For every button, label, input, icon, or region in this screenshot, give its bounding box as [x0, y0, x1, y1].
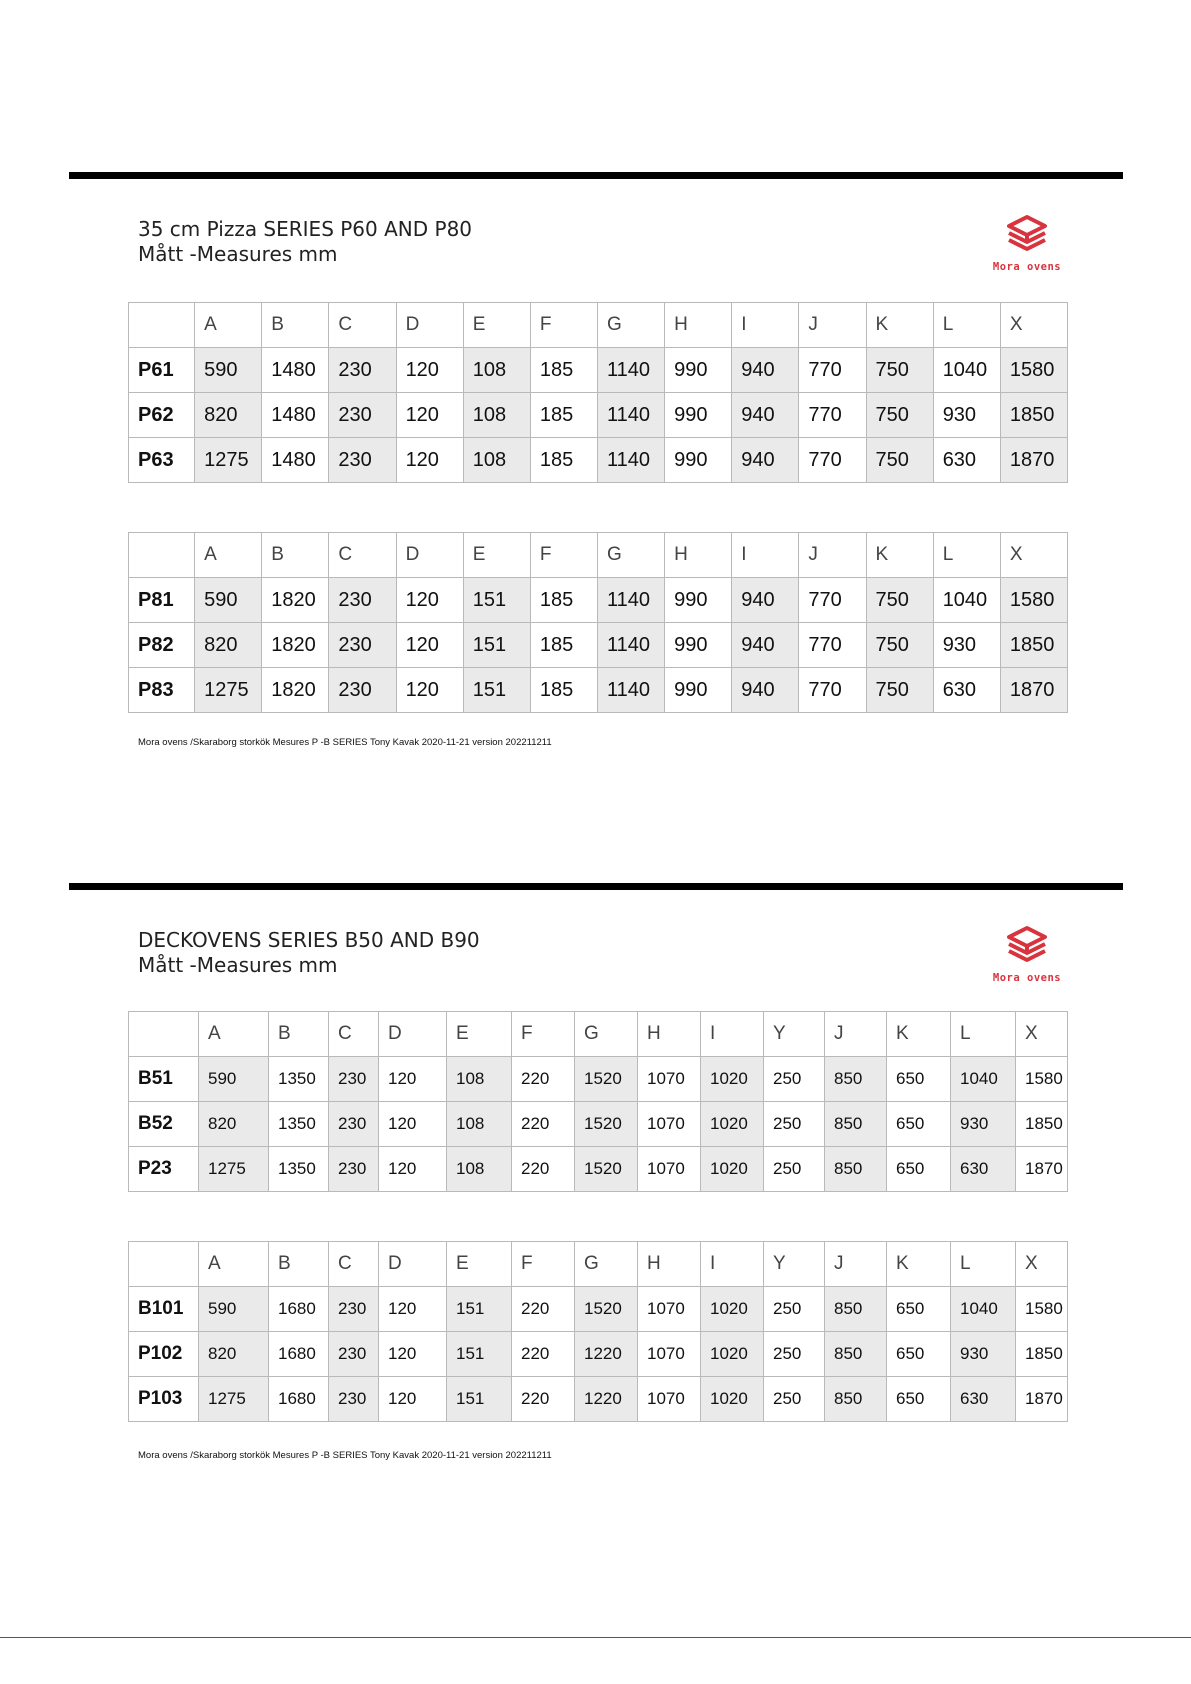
column-header-i: I [732, 533, 799, 578]
column-header-k: K [866, 303, 933, 348]
measure-cell: 1480 [262, 348, 329, 393]
measure-cell: 1820 [262, 668, 329, 713]
measure-cell: 990 [665, 668, 732, 713]
measure-cell: 1140 [597, 348, 664, 393]
row-label-b51: B51 [129, 1057, 199, 1102]
measure-cell: 630 [951, 1377, 1016, 1422]
measure-cell: 750 [866, 348, 933, 393]
measure-cell: 1040 [951, 1287, 1016, 1332]
measure-cell: 120 [396, 623, 463, 668]
column-header-a: A [199, 1012, 269, 1057]
table-row [129, 1147, 1068, 1192]
measure-cell: 120 [396, 393, 463, 438]
measure-cell: 230 [329, 348, 396, 393]
column-header-f: F [512, 1242, 575, 1287]
measure-cell: 220 [512, 1332, 575, 1377]
measure-cell: 230 [329, 438, 396, 483]
measures-table-p60 [128, 302, 1068, 483]
measure-cell: 1140 [597, 393, 664, 438]
measure-cell: 1350 [269, 1057, 329, 1102]
measure-cell: 990 [665, 578, 732, 623]
column-header-e: E [463, 303, 530, 348]
measure-cell: 940 [732, 393, 799, 438]
measure-cell: 1350 [269, 1147, 329, 1192]
measure-cell: 930 [951, 1332, 1016, 1377]
table-row [129, 578, 1068, 623]
measure-cell: 1870 [1000, 438, 1067, 483]
measure-cell: 750 [866, 438, 933, 483]
measure-cell: 1140 [597, 623, 664, 668]
table-row [129, 393, 1068, 438]
section-2-heading [138, 928, 480, 978]
measure-cell: 120 [379, 1147, 447, 1192]
measure-cell: 1520 [575, 1102, 638, 1147]
measure-cell: 1140 [597, 438, 664, 483]
column-header-i: I [701, 1242, 764, 1287]
column-header-x: X [1016, 1012, 1068, 1057]
measure-cell: 250 [764, 1287, 825, 1332]
measure-cell: 1870 [1000, 668, 1067, 713]
measure-cell: 590 [195, 348, 262, 393]
column-header-h: H [638, 1012, 701, 1057]
section-2-title: DECKOVENS SERIES B50 AND B90 [138, 928, 480, 952]
measure-cell: 1580 [1016, 1287, 1068, 1332]
section-divider-top [69, 172, 1123, 179]
measure-cell: 770 [799, 668, 866, 713]
column-header-b: B [262, 533, 329, 578]
measures-table-b90 [128, 1241, 1068, 1422]
measure-cell: 220 [512, 1377, 575, 1422]
column-header-f: F [530, 303, 597, 348]
column-header-g: G [597, 303, 664, 348]
column-header-g: G [597, 533, 664, 578]
row-label-p62: P62 [129, 393, 195, 438]
measure-cell: 1520 [575, 1287, 638, 1332]
measure-cell: 940 [732, 668, 799, 713]
measure-cell: 1680 [269, 1287, 329, 1332]
measure-cell: 185 [530, 438, 597, 483]
logo-label: Mora ovens [992, 972, 1062, 984]
measure-cell: 990 [665, 393, 732, 438]
table-header-row [129, 1012, 1068, 1057]
mora-ovens-logo-icon [1005, 925, 1049, 965]
measure-cell: 1040 [933, 348, 1000, 393]
measure-cell: 850 [825, 1287, 887, 1332]
measure-cell: 108 [447, 1147, 512, 1192]
measure-cell: 220 [512, 1102, 575, 1147]
measure-cell: 820 [199, 1102, 269, 1147]
measure-cell: 750 [866, 623, 933, 668]
measure-cell: 820 [195, 623, 262, 668]
measure-cell: 650 [887, 1057, 951, 1102]
measure-cell: 940 [732, 623, 799, 668]
measure-cell: 151 [447, 1332, 512, 1377]
column-header-d: D [379, 1012, 447, 1057]
column-header-c: C [329, 1012, 379, 1057]
measure-cell: 1275 [199, 1147, 269, 1192]
measure-cell: 1220 [575, 1332, 638, 1377]
column-header-d: D [396, 533, 463, 578]
measure-cell: 120 [379, 1057, 447, 1102]
measure-cell: 185 [530, 393, 597, 438]
column-header-j: J [799, 303, 866, 348]
measure-cell: 220 [512, 1147, 575, 1192]
measure-cell: 1850 [1000, 393, 1067, 438]
measure-cell: 1350 [269, 1102, 329, 1147]
column-header-d: D [396, 303, 463, 348]
row-label-p61: P61 [129, 348, 195, 393]
measure-cell: 230 [329, 623, 396, 668]
measure-cell: 1680 [269, 1332, 329, 1377]
column-header-j: J [799, 533, 866, 578]
measure-cell: 1480 [262, 393, 329, 438]
column-header-f: F [530, 533, 597, 578]
section-2-footnote: Mora ovens /Skaraborg storkök Mesures P -B SERIES Tony Kavak 2020-11-21 version 202211211 [138, 1450, 552, 1461]
mora-ovens-logo-icon [1005, 214, 1049, 254]
column-header-c: C [329, 533, 396, 578]
measure-cell: 120 [396, 668, 463, 713]
measure-cell: 151 [447, 1377, 512, 1422]
measure-cell: 1480 [262, 438, 329, 483]
section-divider-middle [69, 883, 1123, 890]
measure-cell: 590 [199, 1057, 269, 1102]
measure-cell: 108 [463, 393, 530, 438]
section-1-title: 35 cm Pizza SERIES P60 AND P80 [138, 217, 473, 241]
row-label-p102: P102 [129, 1332, 199, 1377]
measure-cell: 230 [329, 1147, 379, 1192]
measures-table-p80 [128, 532, 1068, 713]
column-header-i: I [732, 303, 799, 348]
measure-cell: 250 [764, 1057, 825, 1102]
measure-cell: 185 [530, 348, 597, 393]
measure-cell: 1070 [638, 1057, 701, 1102]
measure-cell: 220 [512, 1287, 575, 1332]
measure-cell: 1070 [638, 1332, 701, 1377]
measure-cell: 230 [329, 1057, 379, 1102]
measure-cell: 1870 [1016, 1377, 1068, 1422]
measure-cell: 185 [530, 578, 597, 623]
measure-cell: 590 [195, 578, 262, 623]
measure-cell: 1070 [638, 1377, 701, 1422]
measure-cell: 120 [396, 438, 463, 483]
measure-cell: 990 [665, 623, 732, 668]
column-header-k: K [887, 1242, 951, 1287]
measure-cell: 1275 [195, 438, 262, 483]
measure-cell: 770 [799, 623, 866, 668]
measure-cell: 1040 [951, 1057, 1016, 1102]
measure-cell: 250 [764, 1147, 825, 1192]
measure-cell: 1020 [701, 1102, 764, 1147]
column-header-e: E [447, 1012, 512, 1057]
column-header-h: H [638, 1242, 701, 1287]
table-row [129, 1332, 1068, 1377]
row-label-p23: P23 [129, 1147, 199, 1192]
measure-cell: 1275 [199, 1377, 269, 1422]
measure-cell: 1020 [701, 1057, 764, 1102]
column-header-a: A [195, 533, 262, 578]
measure-cell: 770 [799, 438, 866, 483]
measure-cell: 1040 [933, 578, 1000, 623]
column-header-a: A [195, 303, 262, 348]
measure-cell: 1275 [195, 668, 262, 713]
measure-cell: 940 [732, 348, 799, 393]
column-header-l: L [951, 1242, 1016, 1287]
section-1-footnote: Mora ovens /Skaraborg storkök Mesures P -B SERIES Tony Kavak 2020-11-21 version 202211211 [138, 737, 552, 748]
measure-cell: 820 [195, 393, 262, 438]
measure-cell: 990 [665, 348, 732, 393]
measure-cell: 108 [447, 1102, 512, 1147]
column-header-l: L [933, 303, 1000, 348]
row-label-b101: B101 [129, 1287, 199, 1332]
column-header-e: E [447, 1242, 512, 1287]
column-header-j: J [825, 1012, 887, 1057]
table-row [129, 1102, 1068, 1147]
measure-cell: 1850 [1016, 1102, 1068, 1147]
header-corner-cell [129, 303, 195, 348]
measure-cell: 650 [887, 1332, 951, 1377]
measure-cell: 120 [396, 348, 463, 393]
measure-cell: 120 [379, 1102, 447, 1147]
column-header-b: B [262, 303, 329, 348]
measure-cell: 850 [825, 1147, 887, 1192]
measure-cell: 120 [379, 1332, 447, 1377]
measure-cell: 1140 [597, 578, 664, 623]
section-1-subtitle: Mått -Measures mm [138, 242, 338, 266]
measure-cell: 1520 [575, 1147, 638, 1192]
measure-cell: 108 [463, 438, 530, 483]
measure-cell: 750 [866, 393, 933, 438]
section-2-subtitle: Mått -Measures mm [138, 953, 338, 977]
measure-cell: 850 [825, 1102, 887, 1147]
measure-cell: 1580 [1016, 1057, 1068, 1102]
header-corner-cell [129, 533, 195, 578]
column-header-a: A [199, 1242, 269, 1287]
measure-cell: 120 [396, 578, 463, 623]
column-header-x: X [1000, 533, 1067, 578]
measure-cell: 1220 [575, 1377, 638, 1422]
measure-cell: 108 [463, 348, 530, 393]
column-header-i: I [701, 1012, 764, 1057]
measure-cell: 1020 [701, 1332, 764, 1377]
measure-cell: 230 [329, 668, 396, 713]
measure-cell: 185 [530, 668, 597, 713]
measure-cell: 230 [329, 1332, 379, 1377]
measure-cell: 940 [732, 578, 799, 623]
measure-cell: 650 [887, 1102, 951, 1147]
measure-cell: 151 [463, 578, 530, 623]
measure-cell: 151 [447, 1287, 512, 1332]
column-header-c: C [329, 303, 396, 348]
table-header-row [129, 303, 1068, 348]
measures-table-b50 [128, 1011, 1068, 1192]
measure-cell: 750 [866, 668, 933, 713]
measure-cell: 930 [951, 1102, 1016, 1147]
measure-cell: 990 [665, 438, 732, 483]
measure-cell: 120 [379, 1287, 447, 1332]
measure-cell: 230 [329, 578, 396, 623]
measure-cell: 850 [825, 1377, 887, 1422]
measure-cell: 1070 [638, 1102, 701, 1147]
column-header-x: X [1000, 303, 1067, 348]
measure-cell: 590 [199, 1287, 269, 1332]
column-header-f: F [512, 1012, 575, 1057]
measure-cell: 230 [329, 393, 396, 438]
measure-cell: 1070 [638, 1287, 701, 1332]
column-header-b: B [269, 1012, 329, 1057]
table-header-row [129, 533, 1068, 578]
measure-cell: 750 [866, 578, 933, 623]
measure-cell: 1520 [575, 1057, 638, 1102]
column-header-g: G [575, 1242, 638, 1287]
column-header-h: H [665, 303, 732, 348]
measure-cell: 250 [764, 1102, 825, 1147]
measure-cell: 108 [447, 1057, 512, 1102]
measure-cell: 230 [329, 1377, 379, 1422]
measure-cell: 650 [887, 1377, 951, 1422]
row-label-p81: P81 [129, 578, 195, 623]
table-row [129, 348, 1068, 393]
measure-cell: 250 [764, 1332, 825, 1377]
column-header-l: L [951, 1012, 1016, 1057]
measure-cell: 930 [933, 393, 1000, 438]
row-label-p83: P83 [129, 668, 195, 713]
row-label-p82: P82 [129, 623, 195, 668]
measure-cell: 650 [887, 1287, 951, 1332]
measure-cell: 650 [887, 1147, 951, 1192]
column-header-c: C [329, 1242, 379, 1287]
measure-cell: 1850 [1000, 623, 1067, 668]
header-corner-cell [129, 1012, 199, 1057]
column-header-x: X [1016, 1242, 1068, 1287]
measure-cell: 630 [933, 438, 1000, 483]
table-row [129, 668, 1068, 713]
measure-cell: 1020 [701, 1377, 764, 1422]
column-header-b: B [269, 1242, 329, 1287]
column-header-y: Y [764, 1012, 825, 1057]
logo-label: Mora ovens [992, 261, 1062, 273]
measure-cell: 1850 [1016, 1332, 1068, 1377]
measure-cell: 220 [512, 1057, 575, 1102]
mora-ovens-logo [982, 214, 1072, 273]
measure-cell: 770 [799, 578, 866, 623]
measure-cell: 1140 [597, 668, 664, 713]
column-header-k: K [866, 533, 933, 578]
column-header-l: L [933, 533, 1000, 578]
measure-cell: 1580 [1000, 348, 1067, 393]
row-label-p103: P103 [129, 1377, 199, 1422]
measure-cell: 1680 [269, 1377, 329, 1422]
mora-ovens-logo [982, 925, 1072, 984]
measure-cell: 1020 [701, 1287, 764, 1332]
measure-cell: 1870 [1016, 1147, 1068, 1192]
table-row [129, 1057, 1068, 1102]
measure-cell: 630 [933, 668, 1000, 713]
measure-cell: 1580 [1000, 578, 1067, 623]
measure-cell: 230 [329, 1102, 379, 1147]
measure-cell: 770 [799, 393, 866, 438]
column-header-y: Y [764, 1242, 825, 1287]
measure-cell: 1820 [262, 578, 329, 623]
row-label-p63: P63 [129, 438, 195, 483]
measure-cell: 120 [379, 1377, 447, 1422]
measure-cell: 770 [799, 348, 866, 393]
section-1-heading [138, 217, 472, 267]
column-header-e: E [463, 533, 530, 578]
page-bottom-line [0, 1637, 1191, 1638]
column-header-d: D [379, 1242, 447, 1287]
column-header-k: K [887, 1012, 951, 1057]
column-header-h: H [665, 533, 732, 578]
table-row [129, 1287, 1068, 1332]
measure-cell: 820 [199, 1332, 269, 1377]
measure-cell: 940 [732, 438, 799, 483]
measure-cell: 1070 [638, 1147, 701, 1192]
table-row [129, 1377, 1068, 1422]
column-header-j: J [825, 1242, 887, 1287]
row-label-b52: B52 [129, 1102, 199, 1147]
table-header-row [129, 1242, 1068, 1287]
measure-cell: 1020 [701, 1147, 764, 1192]
measure-cell: 630 [951, 1147, 1016, 1192]
measure-cell: 850 [825, 1332, 887, 1377]
measure-cell: 850 [825, 1057, 887, 1102]
column-header-g: G [575, 1012, 638, 1057]
table-row [129, 438, 1068, 483]
measure-cell: 230 [329, 1287, 379, 1332]
measure-cell: 151 [463, 668, 530, 713]
table-row [129, 623, 1068, 668]
measure-cell: 250 [764, 1377, 825, 1422]
measure-cell: 930 [933, 623, 1000, 668]
measure-cell: 1820 [262, 623, 329, 668]
measure-cell: 151 [463, 623, 530, 668]
measure-cell: 185 [530, 623, 597, 668]
header-corner-cell [129, 1242, 199, 1287]
